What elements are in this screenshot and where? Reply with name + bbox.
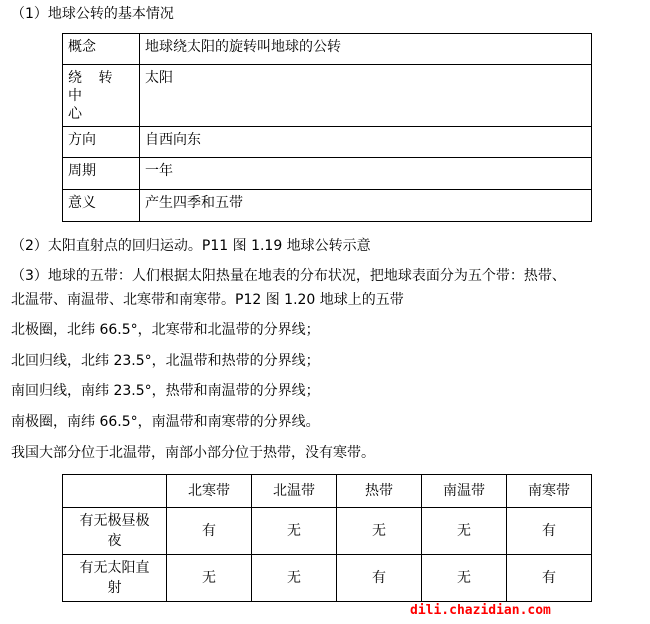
table-cell: 有	[507, 508, 592, 555]
row-key-line2: 心	[68, 106, 82, 122]
header-cell: 热带	[337, 475, 422, 508]
table-row	[63, 158, 592, 190]
row-key: 概念	[63, 34, 140, 65]
summary-line: 我国大部分位于北温带，南部小部分位于热带，没有寒带。	[11, 445, 375, 461]
row-label-line2: 射	[107, 580, 122, 596]
row-label	[63, 555, 167, 602]
section2-heading: （2）太阳直射点的回归运动。P11 图 1.19 地球公转示意	[11, 238, 371, 254]
table-row	[63, 555, 592, 602]
row-value: 地球绕太阳的旋转叫地球的公转	[140, 34, 592, 65]
zones-table	[62, 474, 592, 602]
boundary-line: 南回归线，南纬 23.5°，热带和南温带的分界线；	[11, 383, 320, 399]
table-cell: 无	[252, 555, 337, 602]
section3-line1: （3）地球的五带：人们根据太阳热量在地表的分布状况，把地球表面分为五个带：热带、	[11, 268, 566, 284]
row-key: 周期	[63, 158, 140, 190]
corner-cell	[63, 475, 167, 508]
section1-heading: （1）地球公转的基本情况	[11, 6, 174, 22]
row-label-line2: 夜	[107, 533, 122, 549]
table-row	[63, 508, 592, 555]
section3-line2: 北温带、南温带、北寒带和南寒带。P12 图 1.20 地球上的五带	[11, 292, 404, 308]
row-key: 意义	[63, 190, 140, 222]
table-row	[63, 190, 592, 222]
table-row	[63, 65, 592, 127]
row-label	[63, 508, 167, 555]
row-value: 一年	[140, 158, 592, 190]
table-cell: 有	[507, 555, 592, 602]
boundary-line: 北回归线，北纬 23.5°，北温带和热带的分界线；	[11, 353, 320, 369]
row-label-line1: 有无太阳直	[79, 560, 150, 576]
revolution-table	[62, 33, 592, 222]
table-cell: 有	[167, 508, 252, 555]
watermark-text: dili.chazidian.com	[410, 603, 551, 618]
table-cell: 无	[422, 555, 507, 602]
boundary-line: 北极圈，北纬 66.5°，北寒带和北温带的分界线；	[11, 322, 320, 338]
row-value: 产生四季和五带	[140, 190, 592, 222]
row-value: 太阳	[140, 65, 592, 127]
row-value: 自西向东	[140, 127, 592, 158]
header-cell: 南寒带	[507, 475, 592, 508]
table-cell: 有	[337, 555, 422, 602]
boundary-line: 南极圈，南纬 66.5°，南温带和南寒带的分界线。	[11, 414, 320, 430]
row-key: 方向	[63, 127, 140, 158]
table-cell: 无	[422, 508, 507, 555]
table-row	[63, 34, 592, 65]
table-cell: 无	[167, 555, 252, 602]
header-cell: 南温带	[422, 475, 507, 508]
table-row	[63, 127, 592, 158]
table-cell: 无	[252, 508, 337, 555]
row-key-line1: 绕 转 中	[68, 70, 119, 104]
row-label-line1: 有无极昼极	[79, 513, 150, 529]
header-cell: 北温带	[252, 475, 337, 508]
table-header-row	[63, 475, 592, 508]
row-key	[63, 65, 140, 127]
header-cell: 北寒带	[167, 475, 252, 508]
table-cell: 无	[337, 508, 422, 555]
